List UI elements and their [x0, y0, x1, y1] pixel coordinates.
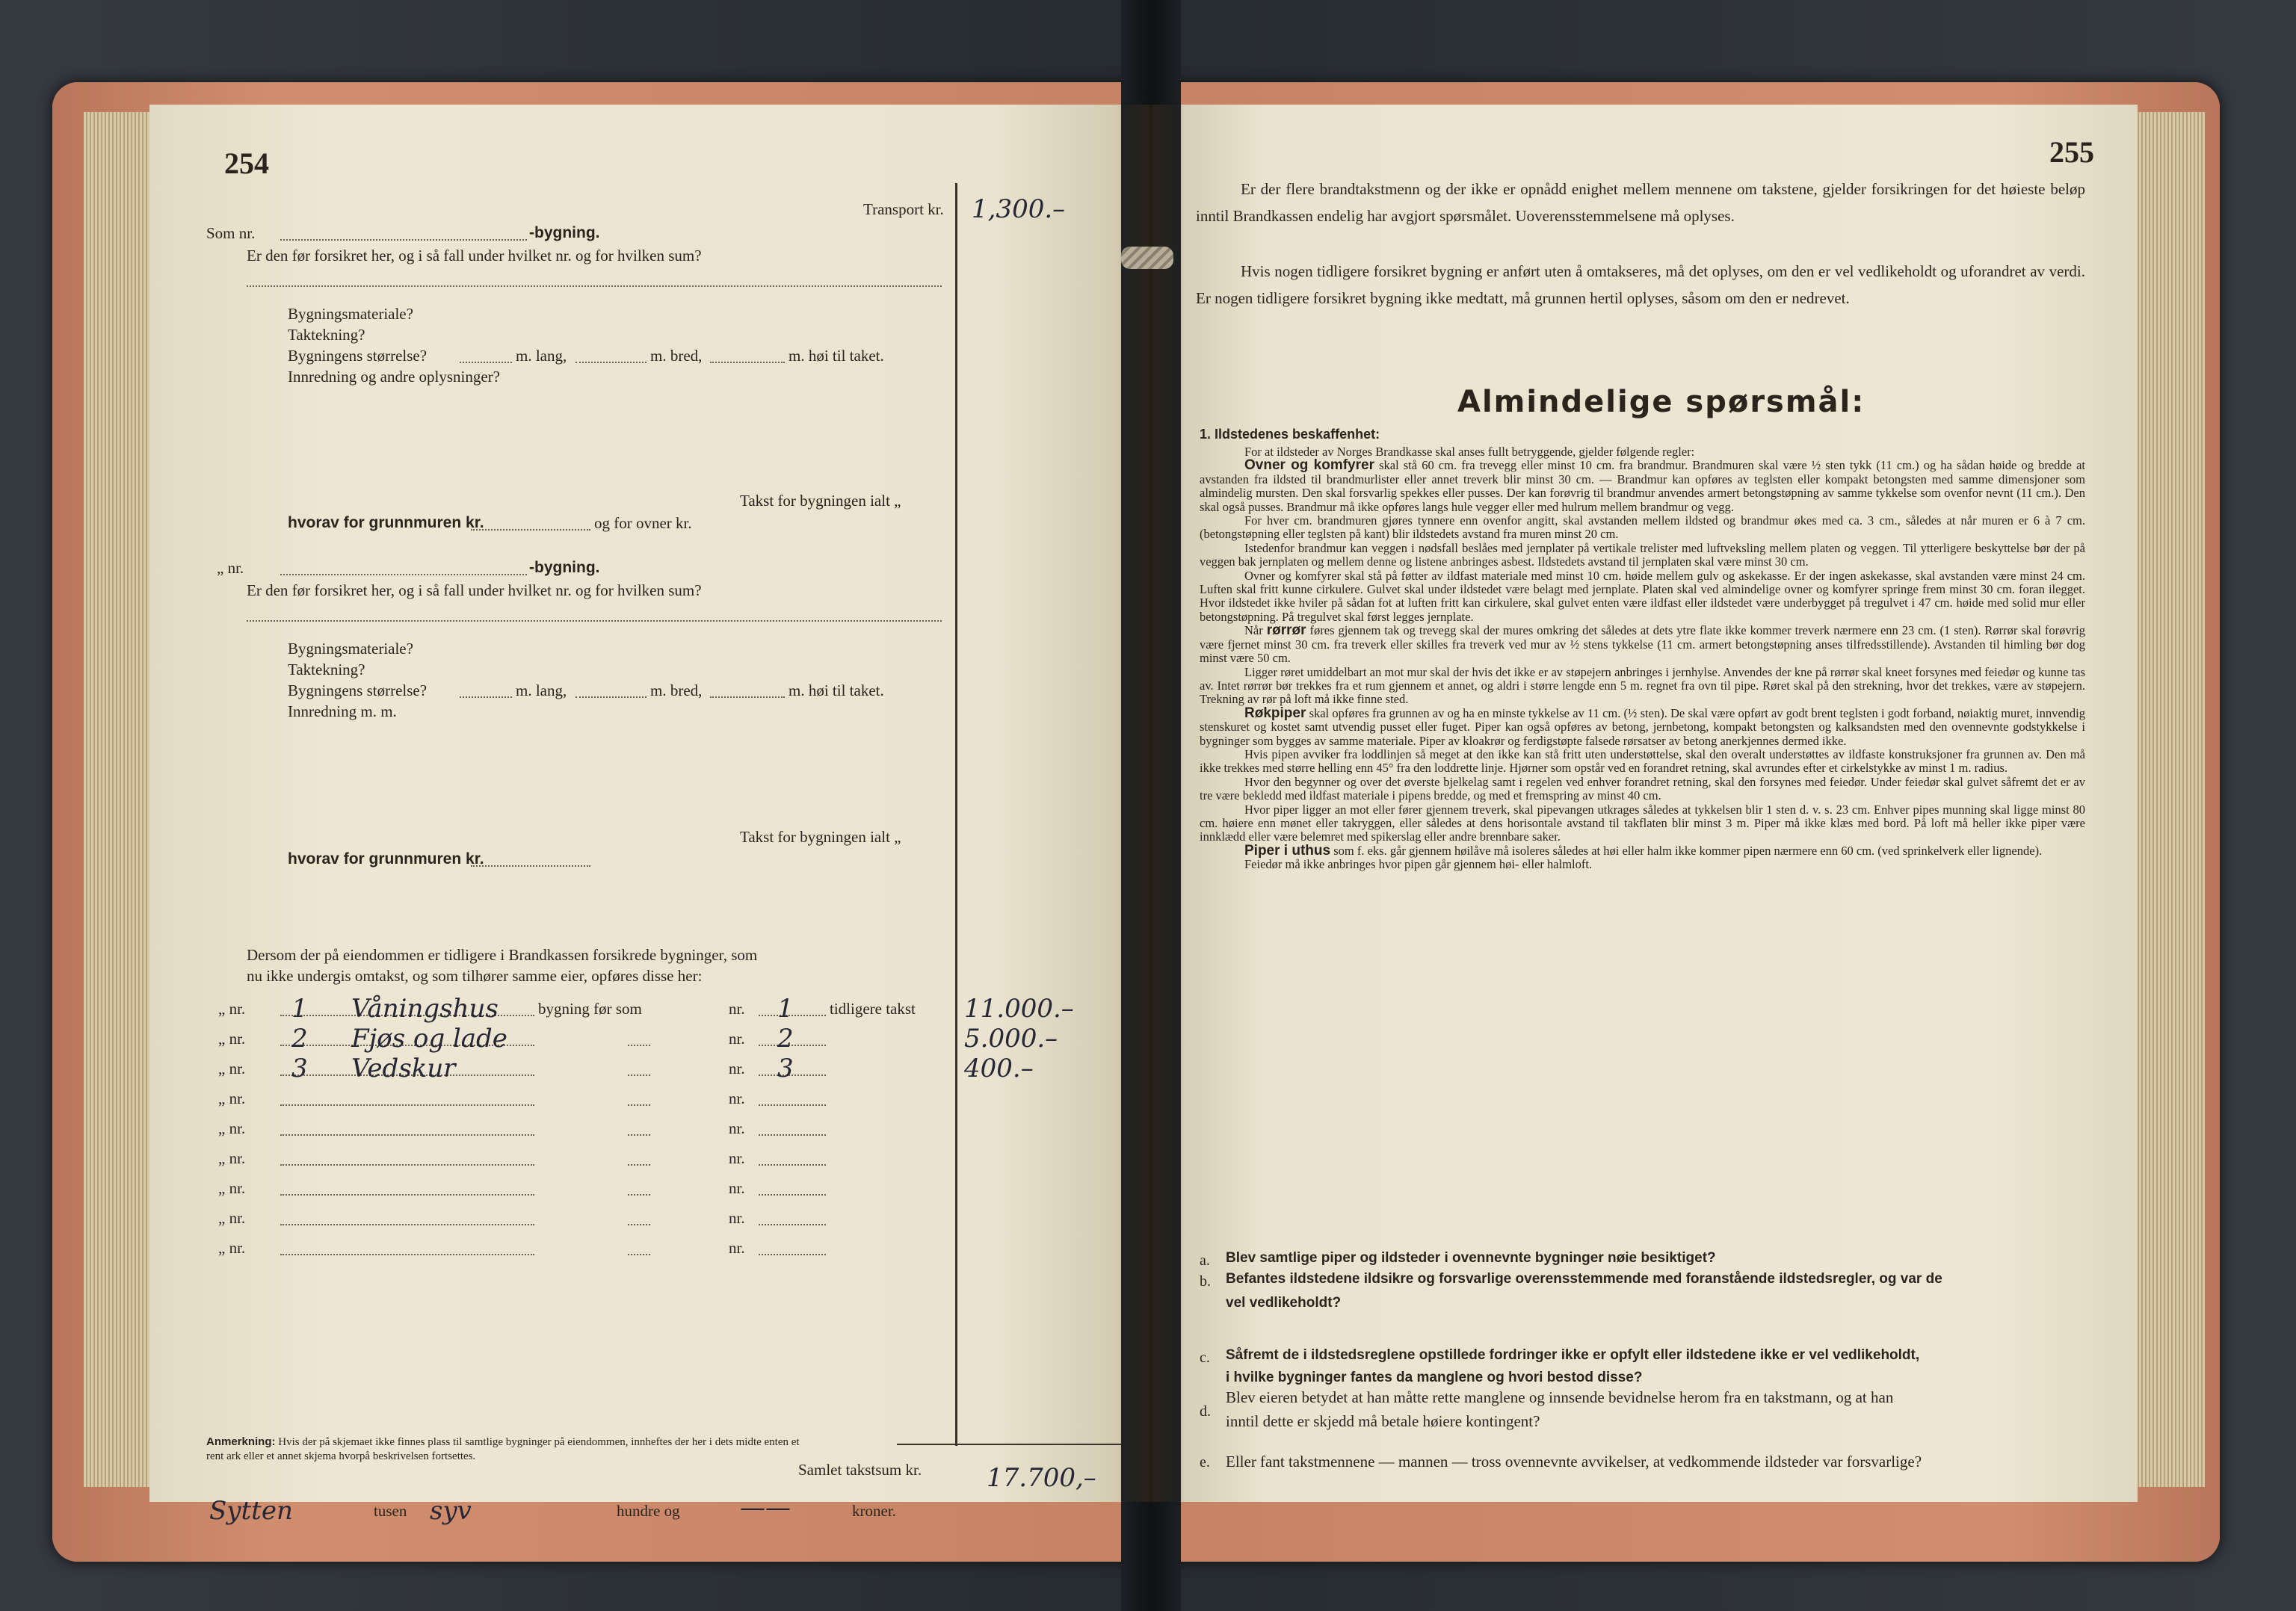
row-name-line	[280, 1194, 534, 1196]
nr-label-2: „ nr.	[217, 559, 244, 577]
footnote	[206, 1435, 1088, 1464]
row-bygning-label: bygning før som	[538, 1000, 642, 1018]
question-d-line-1: Blev eieren betydet at han måtte rette manglene og innsende bevidnelse herom fra en takstmann, og at han	[1226, 1388, 1894, 1406]
intro-paragraph-2: Hvis nogen tidligere forsikret bygning er anført uten å omtakseres, må det oplyses, om den er vel vedlikeholdt og uforandret av verdi. Er nogen tidligere forsikret bygning ikke medtatt, må grunnen hertil oplyses, såsom om den er nedrevet.	[1196, 262, 2085, 307]
row-name-line	[280, 1254, 534, 1255]
row-previous-value: 5.000.–	[964, 1024, 1058, 1054]
prior-insured-question: Er den før forsikret her, og i så fall under hvilket nr. og for hvilken sum?	[247, 247, 702, 265]
nr-line-2	[280, 574, 527, 575]
m-lang-2: m. lang,	[516, 681, 567, 699]
rule-chimneys: Røkpiper skal opføres fra grunnen av og ha en minste tykkelse av 11 cm. (½ sten). De skal være opført av godt brent teglsten i godt forband, nøiaktig muret, innvendig stenskuret og kostet samt utvendig pusset eller fuget. Piper kan også opføres av betong, jernbetong, kompakt betongsten og kalksandsten med den ovennevnte godstykkelse i bygninger som bygges av samme materiale. Piper av kloakrør og ferdigstøpte falsede rørsatser av betong anerkjennes dermed ikke.	[1200, 705, 2086, 748]
takst-label-2: Takst for bygningen ialt „	[740, 828, 901, 846]
amount-column-rule	[955, 183, 957, 1446]
question-e-letter: e.	[1200, 1454, 1210, 1471]
row-previous-value: 400.–	[964, 1054, 1034, 1083]
row-prefix: „ nr.	[218, 1209, 246, 1227]
row-prev-line	[759, 1254, 826, 1255]
question-text: vel vedlikeholdt?	[1226, 1295, 1342, 1311]
row-nr-label: nr.	[729, 1209, 745, 1227]
height-line-2	[710, 696, 785, 698]
ditto-line	[628, 1045, 650, 1046]
transport-value: 1,300.–	[972, 194, 1066, 224]
binding-thread	[1121, 247, 1173, 269]
row-nr-label: nr.	[729, 1030, 745, 1048]
row-previous-value: 11.000.–	[964, 994, 1074, 1024]
material-label: Bygningsmateriale?	[288, 305, 413, 323]
foundation-line-2	[471, 865, 590, 867]
amount-hundreds: syv	[430, 1496, 472, 1526]
question-letter: b.	[1200, 1273, 1211, 1290]
nr-line	[280, 239, 527, 241]
total-label: Samlet takstsum kr.	[798, 1461, 922, 1479]
right-page	[1144, 105, 2138, 1502]
og-ovner-label: og for ovner kr.	[594, 514, 692, 532]
row-prev-line	[759, 1164, 826, 1166]
row-prefix: „ nr.	[218, 1030, 246, 1048]
question-text: i hvilke bygninger fantes da manglene og hvori bestod disse?	[1226, 1370, 1643, 1385]
intro-paragraph-1: Er der flere brandtakstmenn og der ikke er opnådd enighet mellem mennene om takstene, gjelder forsikringen for det høieste beløp inntil Brandkassen endelig har avgjort spørsmålet. Uoverensstemmelsene må oplyses.	[1196, 180, 2085, 225]
answer-line	[247, 285, 942, 287]
kroner-label: kroner.	[852, 1502, 896, 1520]
tusen-label: tusen	[374, 1502, 407, 1520]
row-number: 1	[291, 994, 308, 1024]
row-prev-line	[759, 1194, 826, 1196]
general-questions-heading: Almindelige spørsmål:	[1457, 385, 1866, 419]
fire-rules-text	[1200, 445, 2085, 872]
roofing-label: Taktekning?	[288, 326, 365, 344]
row-prefix: „ nr.	[218, 1089, 246, 1107]
previous-intro-2: nu ikke undergis omtakst, og som tilhører samme eier, opføres disse her:	[247, 967, 703, 985]
question-text: Befantes ildstedene ildsikre og forsvarlige overensstemmende med foranstående ildstedsregler, og var de	[1226, 1271, 1942, 1287]
row-nr-label: nr.	[729, 1149, 745, 1167]
row-building-name: Vedskur	[351, 1054, 456, 1083]
rule-sweep-door: Hvor den begynner og over det øverste bjelkelag samt i regelen ved enhver forandret retning, skal den forsynes med feiedør. Under feiedør skal gulvet såfremt det er av tre være bekledd med ildfast materiale i pipens bredde, og med et fremspring av minst 40 cm.	[1200, 774, 2085, 803]
ditto-line	[628, 1074, 650, 1076]
row-prev-line	[759, 1134, 826, 1136]
ditto-line	[628, 1104, 650, 1106]
row-nr-label: nr.	[729, 1179, 745, 1197]
row-name-line	[280, 1164, 534, 1166]
width-line	[575, 362, 646, 363]
row-prefix: „ nr.	[218, 1179, 246, 1197]
row-number: 2	[291, 1024, 308, 1054]
m-hoi-2: m. høi til taket.	[789, 681, 884, 699]
takst-label: Takst for bygningen ialt „	[740, 492, 901, 510]
m-bred: m. bred,	[650, 347, 703, 365]
footnote-text-2: rent ark eller et annet skjema hvorpå beskrivelsen fortsettes.	[206, 1450, 476, 1462]
row-prefix: „ nr.	[218, 1060, 246, 1077]
hundre-label: hundre og	[617, 1502, 680, 1520]
row-previous-number: 3	[777, 1054, 794, 1083]
row-previous-number: 2	[777, 1024, 794, 1054]
row-building-name: Våningshus	[351, 994, 499, 1024]
length-line	[460, 362, 512, 363]
rule-iron-plates: Istedenfor brandmur kan veggen i nødsfall beslåes med jernplater på vertikale trelister med luftveksling mellem platen og veggen. Til ytterligere beskyttelse bør der på veggen bak jernplaten og mellem denne og listene anbringes asbest. Ildstedets avstand til jernplaten skal være minst 30 cm.	[1200, 540, 2085, 569]
question-e: Eller fant takstmennene — mannen — tross ovennevnte avvikelser, at vedkommende ildsteder var forsvarlige?	[1226, 1453, 1922, 1471]
bygning-label-2: -bygning.	[529, 559, 600, 576]
row-nr-label: nr.	[729, 1089, 745, 1107]
rule-ovens: Ovner og komfyrer skal stå 60 cm. fra trevegg eller minst 10 cm. fra brandmur. Brandmuren skal være ½ sten tykk (11 cm.) og ha sådan høide og bredde at avstanden fra ildsted til brandmurlister eller annet treverk blir minst 30 cm. — Brandmur kan opføres av teglsten eller kompakt betongsten med samme dimensjoner som almindelig mursten. Den skal forsvarlig spekkes eller pusses. Der kan forøvrig til brandmur anvendes armert betongstøpning av samme tykkelse som ovenfor nevnt (11 cm.). Den skal også pusses. Brandmur må ikke opføres langs hule vegger eller med hulrum mellem brandmur og vegg.	[1200, 457, 2085, 514]
page-number: 255	[2049, 135, 2094, 169]
rule-outbuildings: Piper i uthus som f. eks. går gjennem høilåve må isoleres således at høi eller halm ikke kommer pipen nærmere enn 60 cm. (ved sprinkelverk eller lignende).	[1244, 842, 2043, 859]
previous-intro-1: Dersom der på eiendommen er tidligere i Brandkassen forsikrede bygninger, som	[247, 946, 758, 964]
row-nr-label: nr.	[729, 1119, 745, 1137]
interior-label: Innredning og andre oplysninger?	[288, 368, 501, 386]
total-value: 17.700,–	[987, 1463, 1096, 1493]
rule-intro: For at ildsteder av Norges Brandkasse skal anses fullt betryggende, gjelder følgende regler:	[1244, 445, 1695, 459]
roofing-label-2: Taktekning?	[288, 661, 365, 678]
footnote-text-1: Hvis der på skjemaet ikke finnes plass til samtlige bygninger på eiendommen, innheftes der her i dets midte enten et	[278, 1436, 800, 1448]
foundation-line	[471, 529, 590, 531]
row-tidligere-label: tidligere takst	[830, 1000, 916, 1018]
rule-thickness: For hver cm. brandmuren gjøres tynnere enn ovenfor angitt, skal avstanden mellem ildsted og brandmur økes med ca. 3 cm., således at når muren er 6 à 7 cm. (betongstøpning eller teglsten på kant) blir ildstedets avstand fra muren minst 20 cm.	[1200, 513, 2085, 542]
rule-pipe-position: Ligger røret umiddelbart an mot mur skal der hvis det ikke er av støpejern anbringes i jernhylse. Anvendes der kne på rørrør skal kneet forsynes med feiedør og kunne tas av. Intet rørrør bør trekkes fra et rum gjennem et annet, og aldri i større lengde enn 5 m. regnet fra ovn til pipe. Røret skal på den strekning, hvor det trekkes, være av støpejern. Trekning av rør på loft må ikke finne sted.	[1200, 664, 2085, 707]
row-name-line	[280, 1224, 534, 1225]
amount-units: ——	[740, 1493, 791, 1523]
row-previous-number: 1	[777, 994, 794, 1024]
row-prefix: „ nr.	[218, 1239, 246, 1257]
row-prefix: „ nr.	[218, 1119, 246, 1137]
rule-pipes: Når rørrør føres gjennem tak og trevegg skal der mures omkring det således at dets ytre flate ikke kommer treverk nærmere enn 23 cm. (1 sten). Rørrør skal forøvrig være fjernet minst 30 cm. fra treverk eller skilles fra treverk ved mur av ½ stens tykkelse (11 cm. armert betongstøpning anses tilfredsstillende). Avstanden til himling bør dog minst være 50 cm.	[1200, 622, 2086, 666]
height-line	[710, 362, 785, 363]
question-d-line-2: inntil dette er skjedd må betale høiere kontingent?	[1226, 1412, 1540, 1430]
row-nr-label: nr.	[729, 1239, 745, 1257]
width-line-2	[575, 696, 646, 698]
ditto-line	[628, 1224, 650, 1225]
question-letter: a.	[1200, 1252, 1210, 1269]
size-label: Bygningens størrelse?	[288, 347, 428, 365]
transport-label: Transport kr.	[863, 200, 944, 218]
row-name-line	[280, 1104, 534, 1106]
rule-through-wood: Hvor piper ligger an mot eller fører gjennem treverk, skal pipevangen utkrages således at tykkelsen blir 1 sten d. v. s. 23 cm. Enhver pipes munning skal ligge minst 80 cm. høiere enn mønet eller takryggen, eller således at dens horisontale avstand til takflaten blir minst 3 m. Piper må ikke klæs med bord. På loft må heller ikke piper være innklædd eller være belemret med spikerslag eller andre brennbare saker.	[1200, 802, 2085, 844]
som-nr-label: Som nr.	[206, 224, 256, 242]
ditto-line	[628, 1164, 650, 1166]
rule-plumb-line: Hvis pipen avviker fra loddlinjen så meget at den ikke kan stå fritt uten understøttelse, skal den overalt understøttes av ildfaste konstruksjoner fra grunnen av. Den må ikke trekkes med større helling enn 45° fra den loddrette linje. Hjørner som opstår ved en forandret retning, skal avrundes efter et cirkelstykke av minst 1 m. radius.	[1200, 746, 2085, 776]
row-nr-label: nr.	[729, 1060, 745, 1077]
left-page	[149, 105, 1144, 1526]
row-nr-label: nr.	[729, 1000, 745, 1018]
row-prefix: „ nr.	[218, 1149, 246, 1167]
m-bred-2: m. bred,	[650, 681, 703, 699]
m-hoi: m. høi til taket.	[789, 347, 884, 365]
gutter-shadow	[1117, 105, 1185, 1502]
row-name-line	[280, 1134, 534, 1136]
ditto-line	[628, 1134, 650, 1136]
bygning-label: -bygning.	[529, 224, 600, 241]
question-letter: c.	[1200, 1349, 1210, 1366]
size-label-2: Bygningens størrelse?	[288, 681, 428, 699]
row-prefix: „ nr.	[218, 1000, 246, 1018]
section-heading: 1. Ildstedenes beskaffenhet:	[1200, 427, 1380, 442]
rule-feet: Ovner og komfyrer skal stå på føtter av ildfast materiale med minst 10 cm. høide mellem gulv og askekasse. Er der ingen askekasse, skal avstanden være minst 24 cm. Luften skal fritt kunne cirkulere. Gulvet skal under ildstedet være belagt med jernplate. Platen skal ved almindelige ovner og komfyrer springe frem minst 30 cm. foran ilegget. Hvor ildstedet ikke hviler på sådan fot at luften fritt kan cirkulere, skal gulvet enten være ildfast eller ildstedet være underbygget på tregulvet i 47 cm. høide med solid mur eller betongstøpning. På tregulvet skal først legges jernplate.	[1200, 568, 2085, 624]
row-prev-line	[759, 1104, 826, 1106]
question-text: Såfremt de i ildstedsreglene opstillede fordringer ikke er opfylt eller ildstedene ikke er vel vedlikeholdt,	[1226, 1347, 1920, 1363]
length-line-2	[460, 696, 512, 698]
material-label-2: Bygningsmateriale?	[288, 640, 413, 658]
footnote-label: Anmerkning:	[206, 1435, 276, 1448]
row-number: 3	[291, 1054, 308, 1083]
prior-insured-question-2: Er den før forsikret her, og i så fall under hvilket nr. og for hvilken sum?	[247, 581, 702, 599]
interior-label-2: Innredning m. m.	[288, 702, 397, 720]
ditto-line	[628, 1254, 650, 1255]
question-text: Blev samtlige piper og ildsteder i ovennevnte bygninger nøie besiktiget?	[1226, 1250, 1716, 1266]
m-lang: m. lang,	[516, 347, 567, 365]
page-number: 254	[224, 146, 269, 180]
ditto-line	[628, 1194, 650, 1196]
answer-line-2	[247, 620, 942, 622]
row-prev-line	[759, 1224, 826, 1225]
rule-sweep-door-location: Feiedør må ikke anbringes hvor pipen går gjennem høi- eller halmloft.	[1244, 857, 1593, 872]
question-d-letter: d.	[1200, 1403, 1211, 1420]
row-building-name: Fjøs og lade	[351, 1024, 507, 1054]
question-d	[1226, 1385, 1893, 1433]
amount-thousands: Sytten	[209, 1496, 293, 1526]
hvorav-label-2: hvorav for grunnmuren kr.	[288, 850, 484, 868]
hvorav-label: hvorav for grunnmuren kr.	[288, 514, 484, 531]
